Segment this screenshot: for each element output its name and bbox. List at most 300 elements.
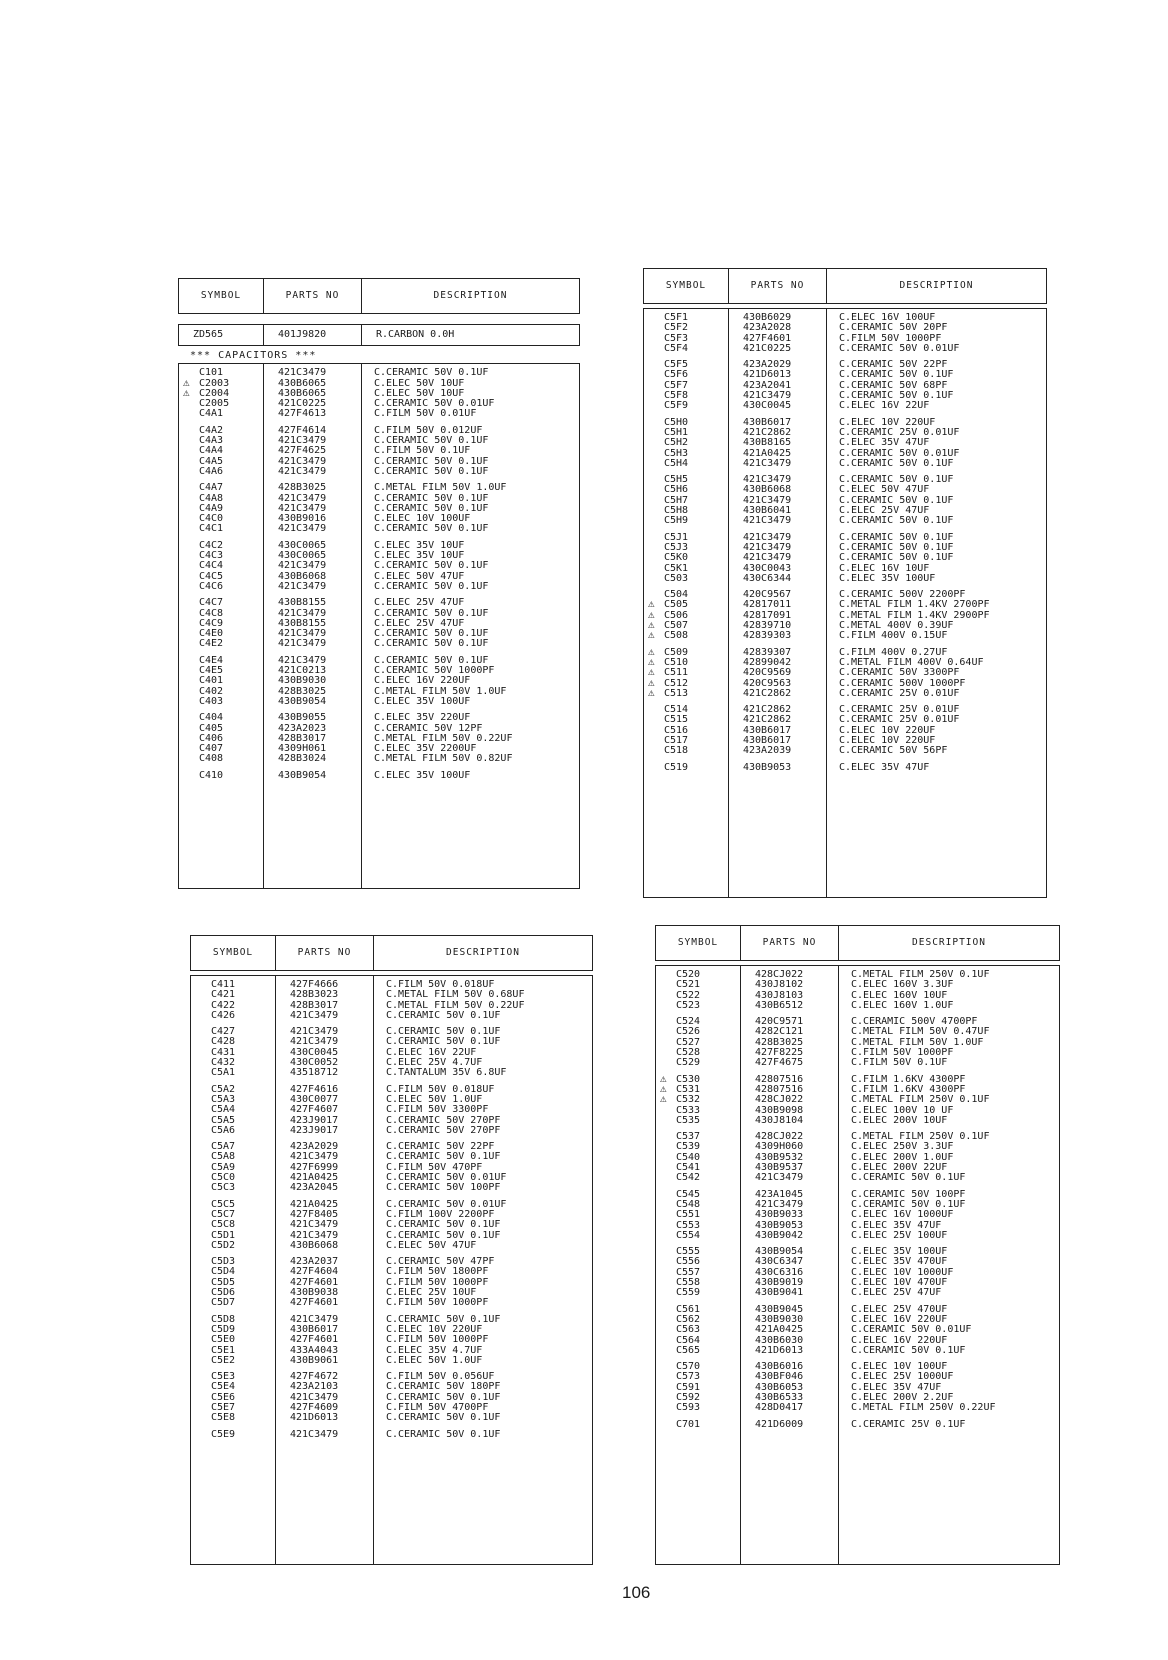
cell-symbol: C4A6 — [199, 465, 224, 477]
cell-description: C.CERAMIC 50V 0.1UF — [386, 1229, 501, 1241]
cell-parts-no-column — [729, 313, 827, 354]
cell-symbol: C593 — [676, 1402, 701, 1414]
cell-parts-no-column — [741, 1420, 839, 1430]
cell-symbol: C427 — [211, 1026, 236, 1038]
cell-parts-no: 423J9017 — [290, 1124, 339, 1136]
cell-parts-no: 423A2029 — [290, 1141, 339, 1153]
cell-description: C.METAL FILM 50V 0.47UF — [851, 1026, 990, 1038]
cell-symbol: C4C3 — [199, 550, 224, 562]
cell-symbol: C5E9 — [211, 1428, 236, 1440]
cell-symbol-column — [191, 1430, 276, 1440]
cell-symbol: C4E2 — [199, 638, 224, 650]
cell-parts-no-column — [729, 648, 827, 699]
cell-symbol: C540 — [676, 1151, 701, 1163]
cell-parts-no: 427F4613 — [278, 408, 327, 420]
cell-parts-no: 430B8155 — [278, 617, 327, 629]
cell-description: C.FILM 50V 0.018UF — [386, 979, 495, 990]
cell-parts-no: 421C3479 — [743, 390, 792, 402]
cell-symbol-column — [644, 763, 729, 773]
header-parts-no: PARTS NO — [729, 269, 827, 303]
row-group — [179, 483, 579, 534]
cell-symbol-column — [656, 1420, 741, 1430]
safety-warning-icon: ⚠ — [660, 1071, 667, 1085]
cell-description: C.CERAMIC 50V 0.1UF — [386, 1009, 501, 1021]
cell-description: C.ELEC 35V 2200UF — [374, 743, 477, 755]
cell-symbol-column — [191, 1315, 276, 1366]
cell-parts-no: 430B9045 — [755, 1303, 804, 1315]
cell-description: C.CERAMIC 50V 0.1UF — [839, 494, 954, 506]
cell-description: C.ELEC 160V 10UF — [851, 989, 948, 1001]
cell-parts-no: 427F4672 — [290, 1371, 339, 1383]
cell-description: C.CERAMIC 50V 180PF — [386, 1381, 501, 1393]
cell-symbol: C563 — [676, 1324, 701, 1336]
row-group — [644, 475, 1046, 526]
cell-symbol-column — [191, 1372, 276, 1423]
cell-description: C.CERAMIC 50V 0.1UF — [839, 541, 954, 553]
cell-symbol: C554 — [676, 1229, 701, 1241]
header-parts-no: PARTS NO — [276, 936, 374, 970]
cell-parts-no: 421C3479 — [290, 1009, 339, 1021]
table-header — [643, 268, 1047, 304]
cell-symbol: C5F2 — [664, 322, 689, 334]
cell-parts-no: 430B6068 — [278, 570, 327, 582]
cell-symbol: C548 — [676, 1198, 701, 1210]
row-group — [179, 541, 579, 592]
cell-symbol: C411 — [211, 979, 236, 990]
cell-parts-no: 42839307 — [743, 646, 792, 658]
cell-symbol: C4E4 — [199, 654, 224, 666]
symbol-text: C530 — [676, 1073, 701, 1085]
cell-symbol: C4E0 — [199, 628, 224, 640]
cell-symbol: C5A6 — [211, 1124, 236, 1136]
cell-description: C.CERAMIC 500V 1000PF — [839, 677, 966, 689]
cell-parts-no: 423A2045 — [290, 1182, 339, 1194]
cell-description-column — [827, 418, 1046, 469]
cell-description-column — [374, 1085, 592, 1136]
cell-description: C.METAL FILM 50V 0.68UF — [386, 989, 525, 1001]
row-group — [191, 1200, 592, 1251]
cell-parts-no: 430B9042 — [755, 1229, 804, 1241]
cell-parts-no: 427F4609 — [290, 1401, 339, 1413]
zd565-row — [178, 324, 580, 346]
safety-warning-icon: ⚠ — [648, 607, 655, 621]
cell-parts-no: 421D6013 — [755, 1344, 804, 1356]
cell-parts-no: 430B6065 — [278, 387, 327, 399]
cell-parts-no: 430C6316 — [755, 1266, 804, 1278]
cell-symbol: C4A3 — [199, 435, 224, 447]
cell-parts-no: 42807516 — [755, 1073, 804, 1085]
cell-symbol: C522 — [676, 989, 701, 1001]
table-header — [190, 935, 593, 971]
cell-symbol: C537 — [676, 1131, 701, 1143]
cell-symbol: C5E3 — [211, 1371, 236, 1383]
cell-description: C.FILM 50V 1000PF — [386, 1276, 489, 1288]
cell-symbol: C5C8 — [211, 1219, 236, 1231]
cell-parts-no: 421C3479 — [290, 1219, 339, 1231]
cell-description: C.CERAMIC 50V 0.1UF — [839, 390, 954, 402]
cell-description: C.ELEC 35V 47UF — [851, 1219, 942, 1231]
cell-parts-no: 4282C121 — [755, 1026, 804, 1038]
table-body — [190, 975, 593, 1565]
cell-description: C.CERAMIC 50V 0.1UF — [386, 1219, 501, 1231]
safety-warning-icon: ⚠ — [648, 685, 655, 699]
row-group — [191, 1085, 592, 1136]
cell-description: C.METAL FILM 50V 0.22UF — [374, 732, 513, 744]
cell-description: R.CARBON 0.0H — [376, 328, 455, 340]
cell-description: C.CERAMIC 50V 270PF — [386, 1114, 501, 1126]
cell-symbol-column — [644, 360, 729, 411]
cell-symbol: C5C5 — [211, 1198, 236, 1210]
cell-parts-no: 430J8104 — [755, 1114, 804, 1126]
parts-table-bottom-left — [190, 935, 593, 1565]
cell-symbol: C5A2 — [211, 1083, 236, 1095]
cell-description-column — [374, 1200, 592, 1251]
row-group — [179, 656, 579, 707]
cell-symbol: C5E8 — [211, 1412, 236, 1424]
cell-parts-no: 43518712 — [290, 1067, 339, 1079]
cell-description-column — [839, 1305, 1059, 1356]
table-body — [178, 363, 580, 889]
cell-parts-no-column — [729, 763, 827, 773]
cell-description-column — [362, 656, 579, 707]
cell-parts-no: 421A0425 — [755, 1324, 804, 1336]
cell-description: C.CERAMIC 50V 0.1UF — [839, 552, 954, 564]
cell-parts-no: 42839710 — [743, 620, 792, 632]
symbol-text: C512 — [664, 677, 689, 689]
cell-parts-no-column — [729, 590, 827, 641]
cell-parts-no: 430B9537 — [755, 1162, 804, 1174]
cell-parts-no: 430B9054 — [278, 695, 327, 707]
cell-symbol: C553 — [676, 1219, 701, 1231]
cell-parts-no: 430B9053 — [743, 761, 792, 773]
cell-parts-no-column — [264, 368, 362, 419]
cell-symbol: C503 — [664, 572, 689, 584]
cell-description: C.CERAMIC 50V 0.01UF — [839, 447, 960, 459]
cell-parts-no: 430B6030 — [755, 1334, 804, 1346]
row-group — [179, 713, 579, 764]
cell-symbol: C515 — [664, 714, 689, 726]
cell-symbol: C527 — [676, 1036, 701, 1048]
header-symbol: SYMBOL — [179, 279, 264, 313]
cell-description: C.CERAMIC 50V 0.1UF — [386, 1026, 501, 1038]
cell-symbol: C403 — [199, 695, 224, 707]
cell-parts-no: 423A2023 — [278, 722, 327, 734]
cell-description: C.CERAMIC 25V 0.01UF — [839, 704, 960, 716]
cell-parts-no: 430C0065 — [278, 539, 327, 551]
parts-table-bottom-right — [655, 925, 1060, 1565]
safety-warning-icon: ⚠ — [648, 654, 655, 668]
cell-description: C.CERAMIC 50V 0.1UF — [386, 1151, 501, 1163]
row-group — [656, 1362, 1059, 1413]
cell-description-column — [827, 648, 1046, 699]
row-group — [179, 368, 579, 419]
cell-description-column — [839, 1190, 1059, 1241]
symbol-text: C509 — [664, 646, 689, 658]
cell-parts-no-column — [741, 1190, 839, 1241]
cell-description: C.ELEC 16V 22UF — [386, 1046, 477, 1058]
cell-parts-no: 421C3479 — [290, 1391, 339, 1403]
cell-description-column — [362, 483, 579, 534]
cell-description-column — [362, 713, 579, 764]
cell-parts-no: 430B9016 — [278, 513, 327, 525]
cell-symbol: C404 — [199, 712, 224, 724]
cell-symbol: C5H0 — [664, 416, 689, 428]
cell-description: C.FILM 50V 470PF — [386, 1161, 483, 1173]
cell-parts-no: 427F4601 — [290, 1276, 339, 1288]
cell-parts-no: 430B6065 — [278, 377, 327, 389]
cell-symbol: C539 — [676, 1141, 701, 1153]
cell-symbol: C5F7 — [664, 379, 689, 391]
cell-parts-no: 420C9571 — [755, 1016, 804, 1028]
cell-parts-no: 430B6068 — [290, 1239, 339, 1251]
cell-symbol-column — [179, 426, 264, 477]
cell-description-column — [827, 360, 1046, 411]
cell-description-column — [827, 763, 1046, 773]
cell-parts-no: 430B9019 — [755, 1277, 804, 1289]
cell-symbol: C5D9 — [211, 1323, 236, 1335]
cell-parts-no: 427F4604 — [290, 1266, 339, 1278]
cell-parts-no: 421C3479 — [743, 474, 792, 486]
cell-parts-no: 430B8165 — [743, 437, 792, 449]
cell-symbol: C5F6 — [664, 369, 689, 381]
header-description: DESCRIPTION — [433, 289, 508, 301]
cell-description-column — [362, 368, 579, 419]
cell-description: C.ELEC 200V 22UF — [851, 1162, 948, 1174]
cell-description: C.ELEC 25V 47UF — [374, 597, 465, 609]
symbol-text: C505 — [664, 599, 689, 611]
cell-symbol: C5H4 — [664, 457, 689, 469]
cell-parts-no: 423A2039 — [743, 745, 792, 757]
cell-symbol: C565 — [676, 1344, 701, 1356]
cell-parts-no-column — [741, 970, 839, 1011]
cell-description: C.CERAMIC 50V 0.1UF — [386, 1412, 501, 1424]
cell-description: C.METAL FILM 400V 0.64UF — [839, 656, 984, 668]
cell-parts-no: 420C9567 — [743, 589, 792, 601]
cell-description: C.CERAMIC 50V 0.1UF — [386, 1428, 501, 1440]
cell-description: C.CERAMIC 50V 20PF — [839, 322, 948, 334]
cell-parts-no-column — [264, 426, 362, 477]
cell-description: C.FILM 1.6KV 4300PF — [851, 1083, 966, 1095]
cell-description: C.FILM 50V 1000PF — [386, 1334, 489, 1346]
cell-symbol: C564 — [676, 1334, 701, 1346]
cell-parts-no: 420C9563 — [743, 677, 792, 689]
cell-description: C.ELEC 35V 4.7UF — [386, 1344, 483, 1356]
row-group — [644, 360, 1046, 411]
cell-parts-no: 421C3479 — [278, 580, 327, 592]
cell-description-column — [374, 1142, 592, 1193]
cell-symbol: C5H8 — [664, 505, 689, 517]
cell-symbol: C4E5 — [199, 665, 224, 677]
cell-parts-no: 428B3017 — [290, 999, 339, 1011]
cell-symbol: C5A4 — [211, 1104, 236, 1116]
cell-parts-no: 421C2862 — [743, 704, 792, 716]
cell-symbol: C4A5 — [199, 455, 224, 467]
cell-parts-no-column — [276, 1257, 374, 1308]
cell-parts-no: 421D6013 — [290, 1412, 339, 1424]
cell-symbol: C5J3 — [664, 541, 689, 553]
cell-symbol: C5E4 — [211, 1381, 236, 1393]
cell-parts-no: 42817091 — [743, 609, 792, 621]
cell-parts-no-column — [276, 1372, 374, 1423]
header-symbol: SYMBOL — [191, 936, 276, 970]
cell-parts-no: 430B9054 — [755, 1246, 804, 1258]
cell-parts-no: 427F4625 — [278, 445, 327, 457]
cell-symbol-column — [179, 771, 264, 781]
cell-description: C.CERAMIC 500V 2200PF — [839, 589, 966, 601]
cell-symbol: C514 — [664, 704, 689, 716]
cell-symbol: C5H7 — [664, 494, 689, 506]
cell-parts-no-column — [264, 713, 362, 764]
cell-symbol: C519 — [664, 761, 689, 773]
cell-description: C.FILM 400V 0.27UF — [839, 646, 948, 658]
cell-symbol: C5K0 — [664, 552, 689, 564]
cell-symbol: C573 — [676, 1371, 701, 1383]
cell-description: C.CERAMIC 50V 100PF — [851, 1188, 966, 1200]
cell-symbol-column — [179, 541, 264, 592]
cell-description: C.CERAMIC 50V 47PF — [386, 1256, 495, 1268]
cell-description: C.FILM 50V 4700PF — [386, 1401, 489, 1413]
cell-description: C.METAL FILM 50V 1.0UF — [374, 482, 507, 494]
cell-parts-no: 42839303 — [743, 630, 792, 642]
cell-description: C.CERAMIC 50V 3300PF — [839, 667, 960, 679]
page-number: 106 — [622, 1583, 651, 1602]
cell-description: C.ELEC 25V 47UF — [839, 505, 930, 517]
symbol-text: C532 — [676, 1094, 701, 1106]
cell-description-column — [839, 970, 1059, 1011]
cell-description: C.CERAMIC 25V 0.1UF — [851, 1418, 966, 1430]
cell-description: C.CERAMIC 50V 0.1UF — [839, 457, 954, 469]
cell-parts-no: 421C3479 — [278, 455, 327, 467]
cell-description-column — [839, 1132, 1059, 1183]
header-symbol: SYMBOL — [644, 269, 729, 303]
cell-symbol-column — [644, 418, 729, 469]
cell-parts-no: 421C3479 — [290, 1229, 339, 1241]
row-group — [656, 1017, 1059, 1068]
cell-parts-no: 430B6053 — [755, 1381, 804, 1393]
header-description: DESCRIPTION — [912, 936, 986, 948]
cell-symbol: C4A8 — [199, 492, 224, 504]
cell-symbol-column — [191, 1200, 276, 1251]
cell-symbol: C4C2 — [199, 539, 224, 551]
cell-parts-no: 428B3024 — [278, 753, 327, 765]
cell-parts-no: 428CJ022 — [755, 1094, 804, 1106]
cell-description-column — [374, 1372, 592, 1423]
header-symbol: SYMBOL — [656, 926, 741, 960]
row-group — [656, 1132, 1059, 1183]
symbol-text: C507 — [664, 620, 689, 632]
cell-description: C.FILM 1.6KV 4300PF — [851, 1073, 966, 1085]
cell-parts-no: 427F8225 — [755, 1047, 804, 1059]
cell-symbol: C4A7 — [199, 482, 224, 494]
cell-symbol: ZD565 — [179, 325, 264, 345]
cell-description: C.ELEC 16V 220UF — [851, 1334, 948, 1346]
header-parts-no: PARTS NO — [741, 926, 839, 960]
cell-parts-no: 430B6533 — [755, 1391, 804, 1403]
cell-symbol: C406 — [199, 732, 224, 744]
cell-symbol: C5F3 — [664, 332, 689, 344]
cell-description: C.METAL FILM 1.4KV 2900PF — [839, 609, 990, 621]
cell-parts-no-column — [264, 598, 362, 649]
cell-parts-no: 428CJ022 — [755, 969, 804, 980]
cell-parts-no: 430B9033 — [755, 1209, 804, 1221]
cell-description: C.ELEC 25V 1000UF — [851, 1371, 954, 1383]
cell-parts-no: 421C3479 — [290, 1428, 339, 1440]
cell-description: C.METAL FILM 50V 1.0UF — [374, 685, 507, 697]
cell-parts-no: 428B3025 — [278, 482, 327, 494]
cell-parts-no: 423J9017 — [290, 1114, 339, 1126]
cell-symbol: C5E6 — [211, 1391, 236, 1403]
cell-symbol: C407 — [199, 743, 224, 755]
cell-symbol: C4C0 — [199, 513, 224, 525]
cell-parts-no: 421C2862 — [743, 714, 792, 726]
cell-symbol: C520 — [676, 969, 701, 980]
cell-description: C.CERAMIC 25V 0.01UF — [839, 426, 960, 438]
cell-parts-no: 421A0425 — [290, 1172, 339, 1184]
cell-description: C.CERAMIC 50V 0.01UF — [839, 342, 960, 354]
cell-symbol: C5E0 — [211, 1334, 236, 1346]
cell-parts-no: 421D6009 — [755, 1418, 804, 1430]
cell-symbol-column — [656, 1247, 741, 1298]
cell-description: C.METAL FILM 1.4KV 2700PF — [839, 599, 990, 611]
cell-symbol: C5K1 — [664, 562, 689, 574]
cell-description: C.ELEC 25V 4.7UF — [386, 1057, 483, 1069]
safety-warning-icon: ⚠ — [183, 375, 190, 389]
symbol-text: C2003 — [199, 377, 230, 389]
cell-symbol: C428 — [211, 1036, 236, 1048]
cell-description: C.FILM 50V 1000PF — [851, 1047, 954, 1059]
cell-description-column — [374, 1430, 592, 1440]
cell-symbol-column — [644, 644, 729, 699]
cell-description: C.ELEC 25V 47UF — [851, 1287, 942, 1299]
cell-parts-no: 42817011 — [743, 599, 792, 611]
cell-symbol-column — [191, 1085, 276, 1136]
cell-symbol: C5F1 — [664, 312, 689, 323]
cell-description: C.CERAMIC 50V 0.1UF — [839, 369, 954, 381]
cell-description: C.METAL FILM 250V 0.1UF — [851, 969, 990, 980]
cell-parts-no: 421D6013 — [743, 369, 792, 381]
cell-parts-no-column — [276, 1315, 374, 1366]
cell-description: C.ELEC 35V 470UF — [851, 1256, 948, 1268]
safety-warning-icon: ⚠ — [648, 618, 655, 632]
cell-parts-no: 421C3479 — [278, 523, 327, 535]
cell-description: C.CERAMIC 50V 0.01UF — [386, 1172, 507, 1184]
cell-parts-no: 421C3479 — [743, 552, 792, 564]
cell-description: C.ELEC 16V 1000UF — [851, 1209, 954, 1221]
symbol-text: C513 — [664, 687, 689, 699]
cell-description: C.ELEC 10V 220UF — [386, 1323, 483, 1335]
cell-description: C.ELEC 35V 100UF — [374, 695, 471, 707]
header-description: DESCRIPTION — [446, 946, 520, 958]
safety-warning-icon: ⚠ — [183, 385, 190, 399]
cell-description: C.ELEC 25V 100UF — [851, 1229, 948, 1241]
cell-description: C.FILM 50V 0.01UF — [374, 408, 477, 420]
cell-parts-no: 430B9054 — [278, 769, 327, 781]
cell-symbol: C401 — [199, 675, 224, 687]
cell-symbol: C5A5 — [211, 1114, 236, 1126]
cell-description: C.ELEC 50V 47UF — [839, 484, 930, 496]
cell-parts-no: 421C3479 — [278, 607, 327, 619]
cell-symbol: C592 — [676, 1391, 701, 1403]
cell-symbol: C4C8 — [199, 607, 224, 619]
cell-description: C.CERAMIC 50V 22PF — [839, 359, 948, 371]
cell-parts-no: 421A0425 — [290, 1198, 339, 1210]
row-group — [179, 598, 579, 649]
cell-description: C.ELEC 35V 47UF — [839, 437, 930, 449]
cell-description: C.CERAMIC 50V 0.01UF — [386, 1198, 507, 1210]
cell-description: C.FILM 50V 1000PF — [386, 1297, 489, 1309]
safety-warning-icon: ⚠ — [648, 665, 655, 679]
cell-parts-no: 42899042 — [743, 656, 792, 668]
